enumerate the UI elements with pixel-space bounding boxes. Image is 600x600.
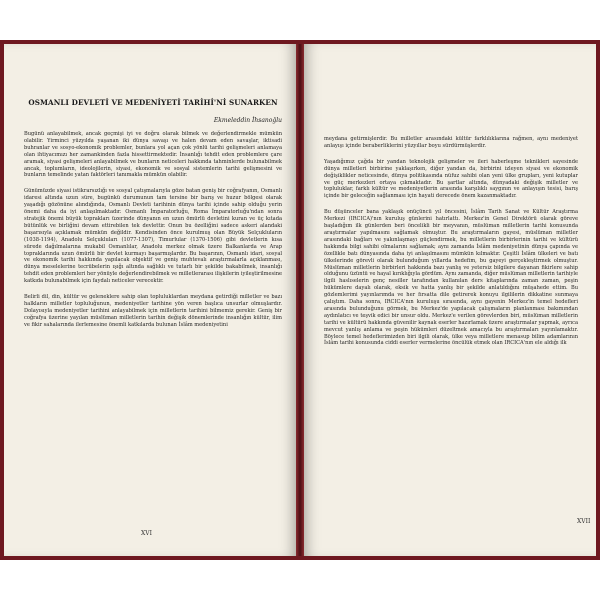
left-paragraph-3: Belirli dil, din, kültür ve geleneklere sahip olan topluluklardan meydana getirdiği milletler ve bazı halkların milletler topluluğunun, medeniyetler tarihine yön veren başlıca unsurlar olmuşlardır. Dolayısıyla medeniyetler tarihini anlayabilmek için milletlerin tarihini bilmemiz gerekir. Geniş bir coğrafya üzerine yayılan müslüman milletlerin tarihin değişik dönemlerinde insanlığın kültür, ilim ve fikir sahalarında ilerlemesine önemli katkılarda bulunan İslâm medeniyetini bbox=[24, 294, 282, 328]
right-page-number: XVII bbox=[577, 518, 591, 525]
left-page-number: XVI bbox=[141, 530, 152, 537]
right-page-content bbox=[304, 136, 596, 356]
right-paragraph-2: Yaşadığımız çağda bir yandan teknolojik gelişmeler ve ileri haberleşme teknikleri sayesinde dünya milletleri birbirine yaklaşırken, diğer yandan da, birbirini izleyen siyasi ve ekonomik değişiklikler neticesinde, dünya politikasında nüfuz sahibi olan yeni ülke grupları, yeni kutuplar ve güç merkezleri ortaya çıkmaktadır. Bu şartlar altında, dünyadaki değişik milletler ve topluluklar, farklı kültür ve medeniyetlerin arasında karşılıklı saygının ve anlayışın tesisi, barış içinde bir geleceğin sağlanması için hayati derecede önem kazanmaktadır. bbox=[324, 158, 578, 200]
book-spread bbox=[0, 40, 600, 560]
book-gutter bbox=[296, 44, 304, 556]
right-paragraph-3: Bu düşünceler bana yaklaşık onüçüncü yıl öncesini, İslâm Tarih Sanat ve Kültür Araştırma Merkezi (IRCICA)'nın kuruluş günlerini hatırlattı. Merkez'in Genel Direktörü olarak göreve başladığım ilk günlerden beri öncelikli bir meyvanın, müslüman milletlerin tarihi konusunda araştırmalar yapılmasını sağlamak olmuştur. Bu araştırmaların gayesi, müslüman milletler arasındaki bağları ve yakınlaşmayı güçlendirmek, bu milletlerin birbirlerinin tarihi ve kültürü hakkında bilgi sahibi olmalarını sağlamak; aynı zamanda İslâm medeniyetinin dünya çapında ve özellikle batı dünyasında daha iyi anlaşılmasını mümkün kılmaktır. Çeşitli İslâm ülkeleri ve batı ülkelerinde görevli olarak bulunduğum yıllarda hedefim, bu gayeyi gerçekleştirmek olmuştur. Müslüman milletlerin birbirleri hakkında bazı yanlış ve yetersiz bilgilere dayanan fikirlere sahip olduğunu üzüntü ve hayal kırıklığıyla gördüm. Aynı zamanda, diğer müslüman milletlerin tarihiyle ilgili haslıselerin genç nesiller tarafından kullanılan ders kitaplarında zaman zaman, peşin hükümlere dayalı olarak, eksik ve hatta yanlış bir şekilde anlatıldığını müşahede ettim. Bu gözlemlerimi yayınlarımda ve her fırsatta dile getirerek konuyu ilgililerin dikkatine sunmaya çalıştım. Daha sonra, IRCICA'nın kuruluşu sırasında, aynı gayenin Merkez'in temel hedefleri arasında bulunduğunu görmek, bu Merkez'de yapılacak çalışmaların planlanması bakımından aydınlatıcı ve teşvik edici bir unsur oldu. Merkez'e verilen görevlerden biri, müslüman milletlerin tarihi ve kültürü hakkında güvenilir kaynak eserler hazırlamak üzere araştırmalar yapmak, ayrıca mevcut yanlış anlama ve peşin hükümleri düzeltmek amacıyla bu araştırmaları yayınlamaktır. Böylece temel hedeflerimizden biri ilgili olarak, ülke veya milletlere menasup bilim adamlarının İslâm tarihi konusunda ciddi eserler vermelerine öncülük etmek olan IRCICA'nın ele aldığı ilk bbox=[324, 209, 578, 347]
left-paragraph-1: Bugünü anlayabilmek, ancak geçmişi iyi ve doğru olarak bilmek ve değerlendirmekle mümkün olabilir. Yirminci yüzyılda yaşanan iki dünya savaşı ve halen devam eden savaşlar, iktisadi buhranlar ve sosyo-ekonomik problemler, bunlara yol açan çok yönlü tarihi gelişmeleri anlamaya olan ihtiyacımızı her zamankinden fazla hissettirmektedir. İnsanlığı tehdit eden problemlere çare aramak, siyasi gelişmeleri anlayabilmek ve bunların neticeleri hakkında tahminlerde bulunabilmek ancak, toplumların, ideolojilerin, siyasi, ekonomik ve sosyal sistemlerin tarihi gelişmesini ve bunların temelinde yatan faktörleri tanımakla mümkün olabilir. bbox=[24, 131, 282, 179]
right-page bbox=[304, 44, 596, 556]
left-page bbox=[4, 44, 296, 556]
left-paragraph-2: Günümüzde siyasi istikrarsızlığı ve sosyal çatışmalarıyla göze batan geniş bir coğrafyanın, Osmanlı idaresi altında uzun süre, bugünkü durumunun tam tersine bir barış ve huzur bölgesi olarak yaşadığı gözönüne alındığında, Osmanlı Devleti tarihinin dünya tarihi içinde sahip olduğu yerin önemi daha da iyi anlaşılmaktadır. Osmanlı İmparatorluğu, Roma İmparatorluğu'ndan sonra stratejik önemi büyük toprakları üzerinde dünyanın en uzun ömürlü devletini kuran ve üç kıtada bütünlük ve birliğini devam ettirebilen tek devlettir. Onun bu özelliğini sadece askeri alandaki başarısıyla açıklamak mümkün değildir. Kendisinden önce kurulmuş olan Büyük Selçukluların (1038-1194), Anadolu Selçukluları (1077-1307), Timurlular (1370-1506) gibi devletlerin kısa sürede dağılmalarına mukabil Osmanlılar, Anadolu merkez olmak üzere Balkanlarda ve Arap topraklarında uzun ömürlü bir devlet kurmayı başarmışlardır. Bu başarının, Osmanlı idari, sosyal ve ekonomik tarihi hakkında yapılacak objektif ve geniş muhtevalı araştırmalarla açıklanması, dünya meselelerine tecrübelerin ışığı altında sağlıklı ve tutarlı bir şekilde bakabilmek, insanlığı tehdit eden problemleri her yönüyle değerlendirebilmek ve milletlerarası ilişkilerin iyileştirilmesine katkıda bulunabilmek için faydalı neticeler verecektir. bbox=[24, 188, 282, 285]
left-page-content bbox=[4, 98, 296, 338]
right-paragraph-1: meydana getirmişlerdir. Bu milletler arasındaki kültür farklılıklarına rağmen, aynı medeniyet anlayışı içinde beraberliklerini yüzyıllar boyu sürdürmüşlerdir. bbox=[324, 136, 578, 149]
author-name: Ekmeleddin İhsanoğlu bbox=[213, 117, 282, 124]
chapter-title: OSMANLI DEVLETİ VE MEDENİYETİ TARİHİ'Nİ SUNARKEN bbox=[28, 98, 278, 107]
